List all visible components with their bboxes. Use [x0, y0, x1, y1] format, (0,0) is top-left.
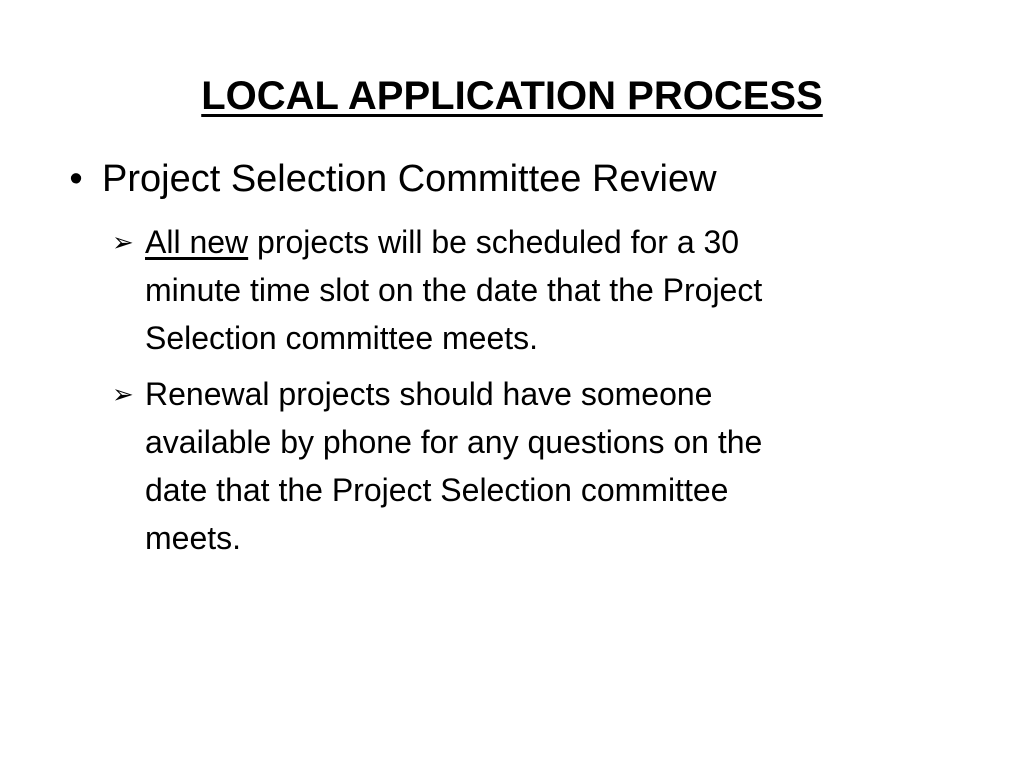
sub-bullet-line: [145, 218, 935, 266]
sub-bullet-text: [145, 370, 935, 562]
sub-bullet-line: date that the Project Selection committee: [145, 472, 729, 508]
sub-bullet-line: available by phone for any questions on the: [145, 424, 763, 460]
arrow-bullet-icon: ➢: [112, 379, 134, 409]
bullet-marker: •: [69, 158, 83, 200]
underlined-phrase: All new: [145, 224, 249, 260]
slide-title: LOCAL APPLICATION PROCESS: [201, 74, 823, 118]
sub-bullet-line: Selection committee meets.: [145, 320, 539, 356]
bullet-text: Project Selection Committee Review: [102, 158, 717, 200]
sub-bullet-line: Renewal projects should have someone: [145, 376, 713, 412]
sub-bullet-line-rest: projects will be scheduled for a 30: [248, 224, 740, 260]
sub-bullet-line: minute time slot on the date that the Project: [145, 272, 763, 308]
sub-bullet-line: meets.: [145, 520, 242, 556]
sub-bullet-text: [145, 218, 935, 362]
arrow-bullet-icon: ➢: [112, 227, 134, 257]
